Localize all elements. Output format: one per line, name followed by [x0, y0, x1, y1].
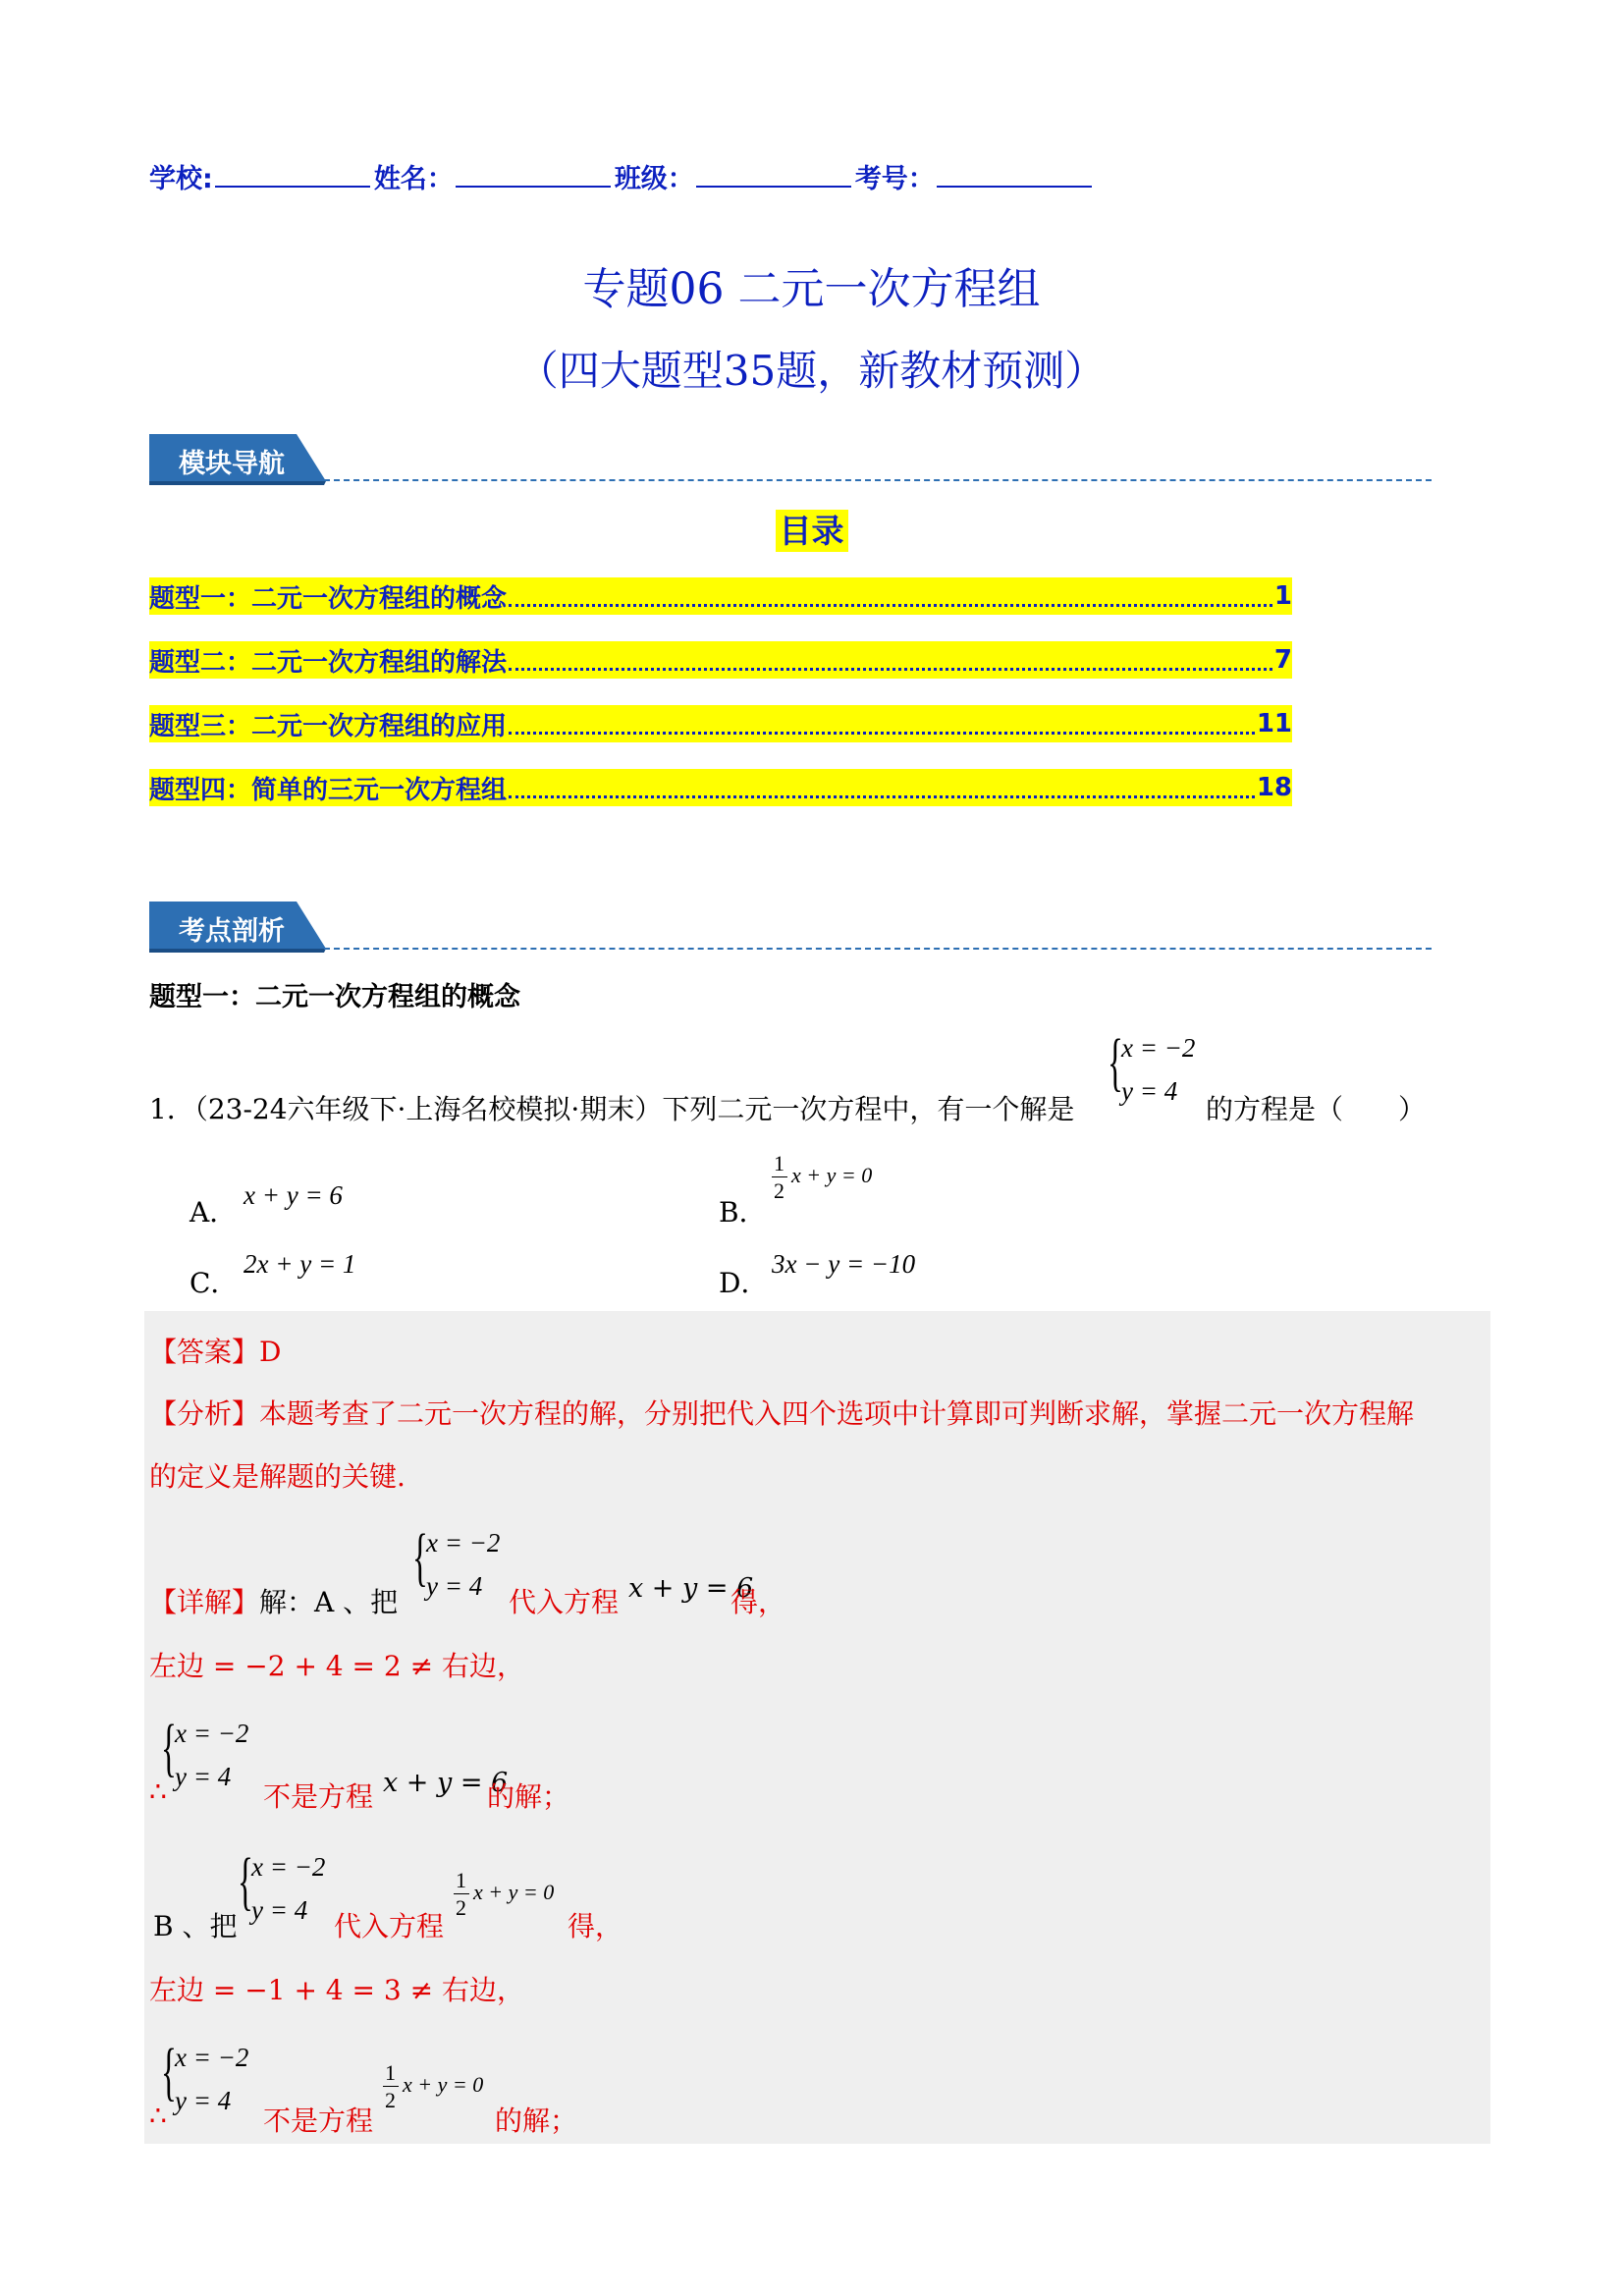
nav-divider	[324, 479, 1432, 481]
fraction-denominator: 2	[774, 1178, 784, 1203]
option-b-rest: x + y = 0	[791, 1163, 873, 1187]
option-letter: A．	[189, 1196, 238, 1229]
toc-item-page: 18	[1256, 773, 1292, 802]
not-solution-b-prefix: 不是方程	[263, 2105, 374, 2137]
therefore-a: ∴	[149, 1776, 167, 1808]
brace-icon: {	[161, 2036, 177, 2107]
question-text-end: 的方程是（ ）	[1206, 1093, 1427, 1125]
toc-item-page: 7	[1273, 645, 1292, 675]
system-row: y = 4	[1121, 1076, 1178, 1106]
brace-icon: {	[412, 1521, 428, 1593]
system-row: y = 4	[426, 1571, 483, 1601]
option-d-expr: 3x − y = −10	[772, 1249, 916, 1279]
toc-item-label: 题型三：二元一次方程组的应用	[149, 711, 508, 741]
detail-b-text: B 、把	[153, 1910, 238, 1942]
toc-leader	[509, 586, 1272, 607]
option-letter: D．	[719, 1267, 769, 1299]
option-letter: C．	[189, 1267, 239, 1299]
toc-item[interactable]	[149, 769, 1292, 806]
detail-a-line	[149, 1581, 398, 1620]
option-a[interactable]	[189, 1191, 237, 1230]
detail-b-line	[153, 1905, 237, 1944]
system-row: y = 4	[175, 2086, 232, 2115]
left-side-a: 左边 = −2 + 4 = 2 ≠ 右边，	[149, 1650, 524, 1682]
toc-item-label: 题型二：二元一次方程组的解法	[149, 647, 508, 678]
detail-b-mid: 代入方程	[334, 1910, 445, 1942]
therefore-b: ∴	[149, 2100, 167, 2132]
toc-heading-text: 目录	[776, 510, 848, 552]
toc-leader	[509, 714, 1255, 735]
option-c[interactable]	[189, 1262, 238, 1301]
class-blank[interactable]	[696, 164, 851, 188]
toc-item[interactable]	[149, 641, 1292, 679]
analysis-line-1: 【分析】本题考查了二元一次方程的解，分别把代入四个选项中计算即可判断求解，掌握二元一次方程解	[149, 1397, 1415, 1430]
system-row: x = −2	[251, 1852, 326, 1882]
analysis-tab	[149, 898, 326, 953]
module-nav-tab	[149, 430, 326, 485]
toc-item-label: 题型一：二元一次方程组的概念	[149, 583, 508, 614]
question-text: 1．（23-24六年级下·上海名校模拟·期末）下列二元一次方程中，有一个解是	[149, 1093, 1075, 1125]
not-solution-a-suffix: 的解；	[487, 1780, 570, 1813]
option-letter: B．	[719, 1196, 767, 1229]
option-a-expr: x + y = 6	[243, 1180, 343, 1210]
brace-icon: {	[238, 1845, 253, 1917]
detail-a-mid: 代入方程	[509, 1586, 620, 1618]
system-row: y = 4	[175, 1762, 232, 1791]
brace-icon: {	[1108, 1026, 1123, 1098]
not-solution-a-eq: x + y = 6	[383, 1768, 509, 1798]
module-nav-label: 模块导航	[179, 449, 285, 479]
brace-icon: {	[161, 1712, 177, 1783]
fraction-bar	[383, 2086, 399, 2087]
toc-item[interactable]	[149, 577, 1292, 615]
not-solution-a-prefix: 不是方程	[263, 1780, 374, 1813]
toc-leader	[509, 778, 1255, 798]
not-solution-b-eq-rest: x + y = 0	[403, 2072, 484, 2097]
toc-leader	[509, 650, 1272, 671]
page-subtitle: （四大题型35题，新教材预测）	[516, 347, 1107, 395]
toc-item-page: 1	[1273, 581, 1292, 611]
option-b[interactable]	[719, 1191, 767, 1230]
detail-a-end: 得，	[730, 1586, 786, 1618]
fraction-numerator: 1	[385, 2060, 396, 2085]
fraction-denominator: 2	[456, 1895, 466, 1920]
system-row: x = −2	[175, 2043, 249, 2072]
fraction-bar	[454, 1893, 469, 1894]
analysis-divider	[324, 948, 1432, 950]
option-c-expr: 2x + y = 1	[243, 1249, 356, 1279]
system-row: x = −2	[426, 1528, 501, 1558]
detail-b-eq-rest: x + y = 0	[473, 1880, 555, 1904]
analysis-label: 考点剖析	[179, 916, 285, 947]
class-label: 班级：	[614, 164, 694, 194]
toc-heading	[0, 506, 1623, 552]
answer-line: 【答案】D	[149, 1336, 282, 1368]
toc-item-page: 11	[1256, 709, 1292, 738]
answer-panel	[144, 1311, 1490, 2144]
system-row: y = 4	[251, 1895, 308, 1925]
section-title: 题型一：二元一次方程组的概念	[149, 982, 520, 1012]
system-row: x = −2	[1121, 1033, 1196, 1063]
toc-item[interactable]	[149, 705, 1292, 742]
left-side-b: 左边 = −1 + 4 = 3 ≠ 右边，	[149, 1974, 524, 2006]
fraction-denominator: 2	[385, 2088, 396, 2112]
analysis-line-2: 的定义是解题的关键.	[149, 1460, 406, 1493]
student-info-line	[149, 157, 1096, 195]
school-label: 学校:	[149, 164, 213, 194]
number-blank[interactable]	[937, 164, 1092, 188]
name-blank[interactable]	[456, 164, 611, 188]
school-blank[interactable]	[215, 164, 370, 188]
toc-item-label: 题型四：简单的三元一次方程组	[149, 775, 508, 805]
fraction-numerator: 1	[774, 1151, 784, 1175]
detail-a-text: 解：A 、把	[259, 1586, 399, 1618]
detail-prefix: 【详解】	[149, 1586, 260, 1618]
number-label: 考号：	[854, 164, 935, 194]
detail-b-end: 得，	[568, 1910, 623, 1942]
not-solution-b-suffix: 的解；	[495, 2105, 578, 2137]
option-d[interactable]	[719, 1262, 768, 1301]
system-row: x = −2	[175, 1719, 249, 1748]
fraction-bar	[772, 1176, 787, 1177]
name-label: 姓名：	[373, 164, 454, 194]
detail-a-eq: x + y = 6	[628, 1573, 754, 1604]
page-title: 专题06 二元一次方程组	[582, 264, 1041, 314]
fraction-numerator: 1	[456, 1868, 466, 1892]
